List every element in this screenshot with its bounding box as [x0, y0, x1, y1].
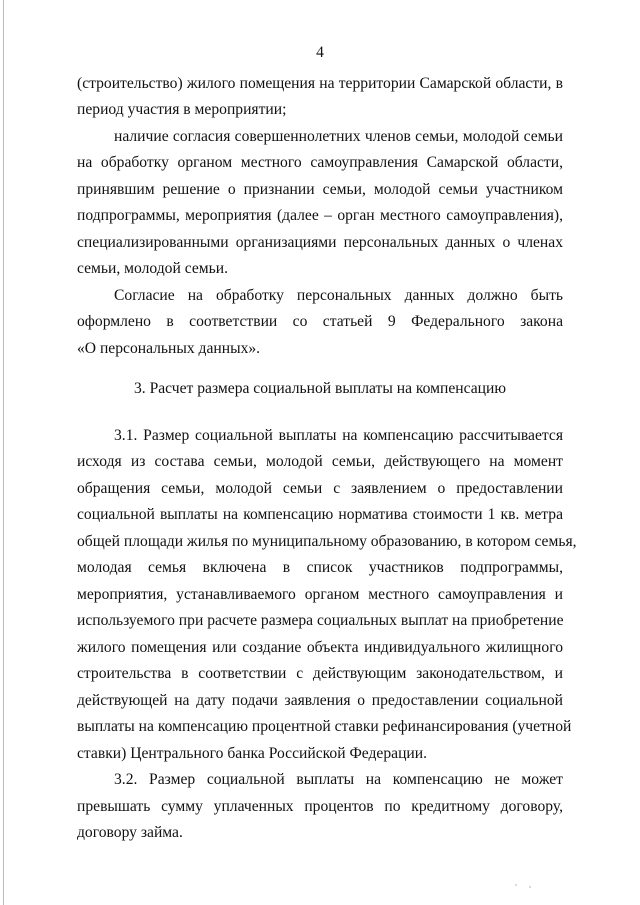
text-line: исходя из состава семьи, молодой семьи, действующего на момент: [77, 453, 563, 470]
text-line: «О персональных данных».: [77, 340, 261, 357]
text-line: Согласие на обработку персональных данных должно быть: [114, 287, 563, 304]
scan-speck: [529, 886, 531, 888]
text-line: выплаты на компенсацию процентной ставки рефинансирования (учетной: [77, 718, 572, 735]
text-line: оформлено в соответствии со статьей 9 Федерального закона: [77, 313, 563, 330]
text-line: (строительство) жилого помещения на территории Самарской области, в: [77, 75, 563, 92]
text-line: специализированными организациями персональных данных о членах: [77, 234, 563, 251]
text-line: договору займа.: [77, 824, 183, 841]
text-line: обращения семьи, молодой семьи с заявлением о предоставлении: [77, 480, 563, 497]
text-line: 3.1. Размер социальной выплаты на компенсацию рассчитывается: [114, 427, 563, 444]
scan-speck: [515, 884, 517, 886]
text-line: молодая семья включена в список участников подпрограммы,: [77, 559, 563, 576]
text-line: период участия в мероприятии;: [77, 101, 287, 118]
text-line: мероприятия, устанавливаемого органом местного самоуправления и: [77, 586, 563, 603]
text-line: используемого при расчете размера социальных выплат на приобретение: [77, 612, 564, 629]
text-line: ставки) Центрального банка Российской Федерации.: [77, 745, 427, 762]
text-line: социальной выплаты на компенсацию норматива стоимости 1 кв. метра: [77, 506, 563, 523]
text-line: действующей на дату подачи заявления о предоставлении социальной: [77, 692, 563, 709]
text-line: наличие согласия совершеннолетних членов семьи, молодой семьи: [114, 128, 563, 145]
text-line: строительства в соответствии с действующим законодательством, и: [77, 665, 563, 682]
text-line: подпрограммы, мероприятия (далее – орган местного самоуправления),: [77, 207, 563, 224]
text-line: превышать сумму уплаченных процентов по кредитному договору,: [77, 798, 563, 815]
page-edge-line: [3, 0, 4, 905]
text-line: на обработку органом местного самоуправления Самарской области,: [77, 154, 563, 171]
text-line: принявшим решение о признании семьи, молодой семьи участником: [77, 181, 563, 198]
text-line: 3.2. Размер социальной выплаты на компенсацию не может: [114, 771, 563, 788]
text-line: общей площади жилья по муниципальному образованию, в котором семья,: [77, 533, 577, 550]
page-number: 4: [316, 44, 324, 61]
text-line: семьи, молодой семьи.: [77, 260, 228, 277]
text-line: жилого помещения или создание объекта индивидуального жилищного: [77, 639, 563, 656]
section-heading: 3. Расчет размера социальной выплаты на компенсацию: [133, 380, 507, 397]
